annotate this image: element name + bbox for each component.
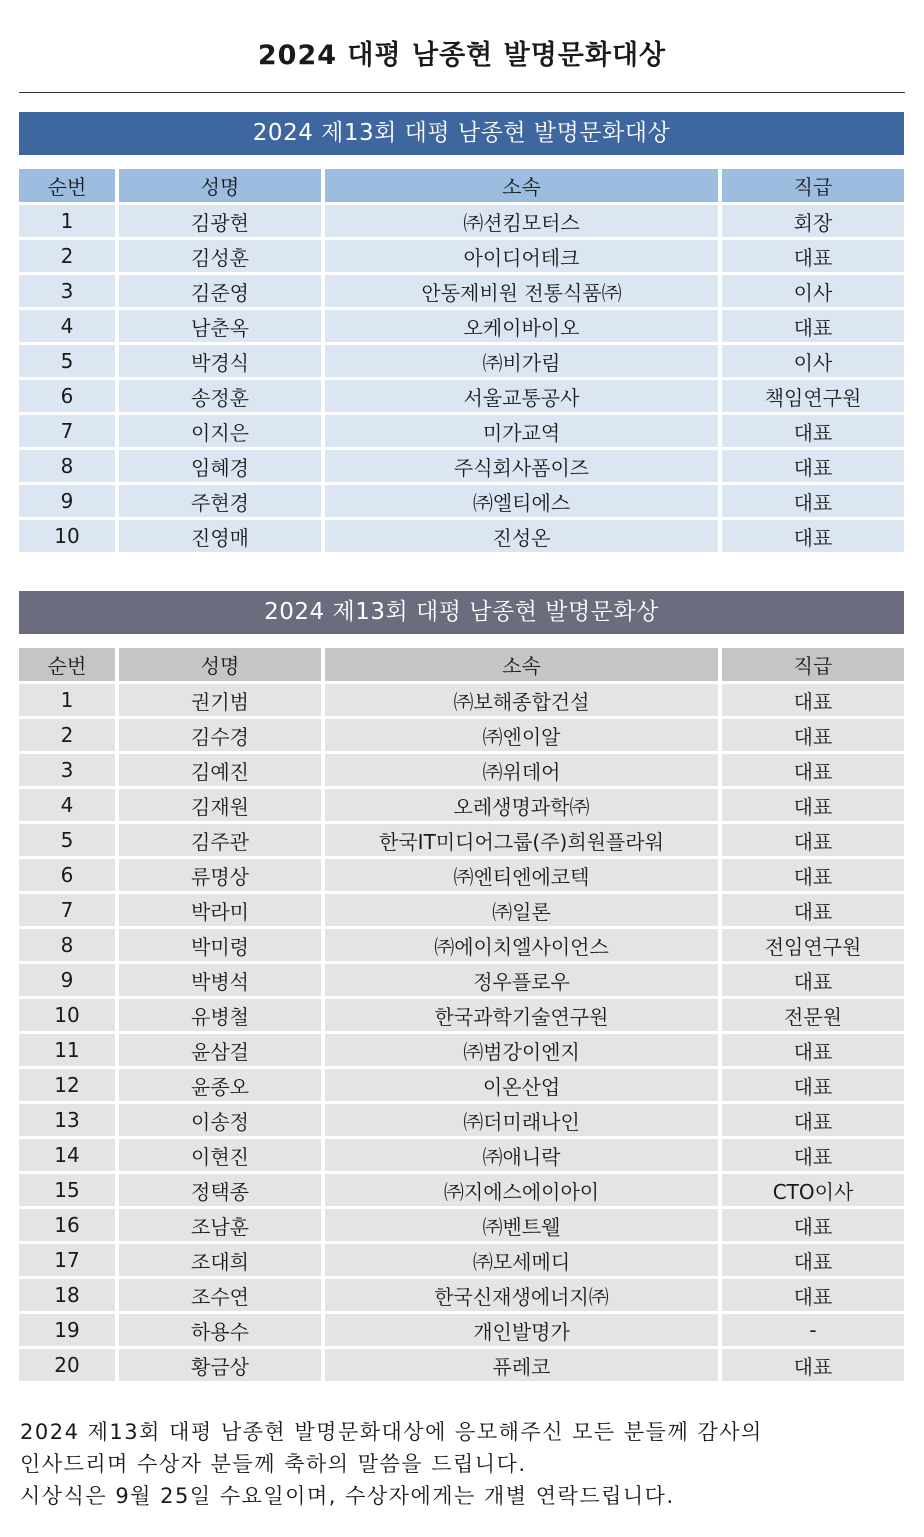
row-org: 퓨레코 — [321, 1349, 718, 1381]
row-name: 김주관 — [115, 824, 321, 856]
row-rank: 대표 — [718, 824, 904, 856]
row-no: 18 — [19, 1279, 115, 1311]
table-row — [19, 789, 904, 821]
row-no: 3 — [19, 275, 115, 307]
row-name: 조수연 — [115, 1279, 321, 1311]
row-org: 진성온 — [321, 520, 718, 552]
header-no: 순번 — [19, 648, 115, 681]
row-org: 서울교통공사 — [321, 380, 718, 412]
table-row — [19, 450, 904, 482]
row-rank: 대표 — [718, 684, 904, 716]
row-rank: 대표 — [718, 1139, 904, 1171]
row-org: ㈜모세메디 — [321, 1244, 718, 1276]
row-rank: 대표 — [718, 520, 904, 552]
row-org: 오케이바이오 — [321, 310, 718, 342]
row-rank: 대표 — [718, 1349, 904, 1381]
row-org: ㈜엘티에스 — [321, 485, 718, 517]
row-no: 3 — [19, 754, 115, 786]
row-name: 진영매 — [115, 520, 321, 552]
row-rank: 책임연구원 — [718, 380, 904, 412]
row-org: ㈜에이치엘사이언스 — [321, 929, 718, 961]
row-rank: 전문원 — [718, 999, 904, 1031]
table-row — [19, 719, 904, 751]
table-row — [19, 1314, 904, 1346]
row-no: 13 — [19, 1104, 115, 1136]
table-row — [19, 1244, 904, 1276]
row-name: 조대희 — [115, 1244, 321, 1276]
table-row — [19, 415, 904, 447]
section-grand-prize — [19, 112, 904, 555]
row-name: 정택종 — [115, 1174, 321, 1206]
row-no: 20 — [19, 1349, 115, 1381]
row-no: 15 — [19, 1174, 115, 1206]
row-org: 정우플로우 — [321, 964, 718, 996]
table-row — [19, 824, 904, 856]
row-rank: 대표 — [718, 1209, 904, 1241]
table-header-row — [19, 169, 904, 202]
table-header-row — [19, 648, 904, 681]
row-org: ㈜일론 — [321, 894, 718, 926]
table-row — [19, 1104, 904, 1136]
row-rank: 대표 — [718, 1034, 904, 1066]
row-org: ㈜더미래나인 — [321, 1104, 718, 1136]
row-name: 남춘옥 — [115, 310, 321, 342]
table-row — [19, 1174, 904, 1206]
row-rank: 대표 — [718, 450, 904, 482]
row-rank: 대표 — [718, 719, 904, 751]
footer-line: 2024 제13회 대평 남종현 발명문화대상에 응모해주신 모든 분들께 감사의 — [20, 1420, 763, 1444]
table-row — [19, 1069, 904, 1101]
row-name: 김수경 — [115, 719, 321, 751]
section-title: 2024 제13회 대평 남종현 발명문화대상 — [19, 112, 904, 155]
header-rank: 직급 — [718, 648, 904, 681]
table-body — [19, 684, 904, 1381]
table-row — [19, 929, 904, 961]
row-rank: 대표 — [718, 1069, 904, 1101]
row-rank: CTO이사 — [718, 1174, 904, 1206]
row-name: 박라미 — [115, 894, 321, 926]
row-name: 김광현 — [115, 205, 321, 237]
page-title: 2024 대평 남종현 발명문화대상 — [257, 40, 667, 71]
table-row — [19, 1139, 904, 1171]
row-no: 5 — [19, 824, 115, 856]
row-rank: 대표 — [718, 1104, 904, 1136]
table-row — [19, 520, 904, 552]
row-name: 김성훈 — [115, 240, 321, 272]
table-row — [19, 1279, 904, 1311]
row-rank: 대표 — [718, 415, 904, 447]
header-name: 성명 — [115, 169, 321, 202]
footer-line: 시상식은 9월 25일 수요일이며, 수상자에게는 개별 연락드립니다. — [20, 1484, 675, 1508]
row-no: 4 — [19, 789, 115, 821]
row-org: 아이디어테크 — [321, 240, 718, 272]
row-no: 2 — [19, 719, 115, 751]
row-name: 하용수 — [115, 1314, 321, 1346]
row-name: 유병철 — [115, 999, 321, 1031]
table-row — [19, 859, 904, 891]
row-name: 이송정 — [115, 1104, 321, 1136]
row-no: 6 — [19, 859, 115, 891]
row-org: ㈜보해종합건설 — [321, 684, 718, 716]
row-no: 9 — [19, 964, 115, 996]
row-no: 1 — [19, 684, 115, 716]
table-row — [19, 240, 904, 272]
culture-prize-table — [19, 645, 904, 1384]
row-no: 6 — [19, 380, 115, 412]
row-name: 박미령 — [115, 929, 321, 961]
row-name: 권기범 — [115, 684, 321, 716]
row-org: ㈜션킴모터스 — [321, 205, 718, 237]
table-row — [19, 894, 904, 926]
footer-line: 인사드리며 수상자 분들께 축하의 말씀을 드립니다. — [20, 1452, 527, 1476]
table-row — [19, 964, 904, 996]
row-rank: - — [718, 1314, 904, 1346]
row-org: 한국신재생에너지㈜ — [321, 1279, 718, 1311]
row-name: 이현진 — [115, 1139, 321, 1171]
table-row — [19, 380, 904, 412]
row-rank: 이사 — [718, 345, 904, 377]
grand-prize-table — [19, 166, 904, 555]
row-rank: 대표 — [718, 485, 904, 517]
row-org: 개인발명가 — [321, 1314, 718, 1346]
row-no: 19 — [19, 1314, 115, 1346]
header-org: 소속 — [321, 648, 718, 681]
row-no: 8 — [19, 929, 115, 961]
row-name: 김예진 — [115, 754, 321, 786]
row-no: 11 — [19, 1034, 115, 1066]
header-no: 순번 — [19, 169, 115, 202]
row-name: 김재원 — [115, 789, 321, 821]
row-rank: 대표 — [718, 310, 904, 342]
row-org: 한국과학기술연구원 — [321, 999, 718, 1031]
table-row — [19, 999, 904, 1031]
row-rank: 대표 — [718, 789, 904, 821]
row-org: ㈜엔티엔에코텍 — [321, 859, 718, 891]
row-org: 미가교역 — [321, 415, 718, 447]
footer-notice — [20, 1416, 900, 1512]
row-rank: 대표 — [718, 240, 904, 272]
row-no: 4 — [19, 310, 115, 342]
row-rank: 대표 — [718, 894, 904, 926]
row-name: 김준영 — [115, 275, 321, 307]
table-row — [19, 275, 904, 307]
title-divider — [19, 92, 905, 93]
row-org: 주식회사폼이즈 — [321, 450, 718, 482]
header-org: 소속 — [321, 169, 718, 202]
row-org: ㈜비가림 — [321, 345, 718, 377]
row-no: 10 — [19, 520, 115, 552]
table-body — [19, 205, 904, 552]
row-name: 윤삼걸 — [115, 1034, 321, 1066]
table-row — [19, 1349, 904, 1381]
row-no: 7 — [19, 894, 115, 926]
section-culture-prize — [19, 591, 904, 1384]
row-rank: 대표 — [718, 964, 904, 996]
row-rank: 대표 — [718, 1279, 904, 1311]
table-row — [19, 754, 904, 786]
row-no: 7 — [19, 415, 115, 447]
row-name: 임혜경 — [115, 450, 321, 482]
row-rank: 전임연구원 — [718, 929, 904, 961]
row-rank: 회장 — [718, 205, 904, 237]
row-no: 5 — [19, 345, 115, 377]
row-rank: 이사 — [718, 275, 904, 307]
row-name: 류명상 — [115, 859, 321, 891]
row-org: ㈜벤트웰 — [321, 1209, 718, 1241]
row-name: 박경식 — [115, 345, 321, 377]
row-no: 17 — [19, 1244, 115, 1276]
row-no: 14 — [19, 1139, 115, 1171]
row-no: 2 — [19, 240, 115, 272]
section-title: 2024 제13회 대평 남종현 발명문화상 — [19, 591, 904, 634]
table-row — [19, 1034, 904, 1066]
table-row — [19, 485, 904, 517]
header-rank: 직급 — [718, 169, 904, 202]
table-row — [19, 684, 904, 716]
row-org: 안동제비원 전통식품㈜ — [321, 275, 718, 307]
row-no: 10 — [19, 999, 115, 1031]
row-no: 1 — [19, 205, 115, 237]
row-org: 이온산업 — [321, 1069, 718, 1101]
header-name: 성명 — [115, 648, 321, 681]
row-org: ㈜범강이엔지 — [321, 1034, 718, 1066]
row-rank: 대표 — [718, 859, 904, 891]
row-org: ㈜위데어 — [321, 754, 718, 786]
row-name: 윤종오 — [115, 1069, 321, 1101]
row-no: 9 — [19, 485, 115, 517]
table-row — [19, 310, 904, 342]
row-rank: 대표 — [718, 1244, 904, 1276]
row-no: 16 — [19, 1209, 115, 1241]
row-name: 황금상 — [115, 1349, 321, 1381]
table-row — [19, 1209, 904, 1241]
row-rank: 대표 — [718, 754, 904, 786]
row-name: 이지은 — [115, 415, 321, 447]
row-name: 박병석 — [115, 964, 321, 996]
row-name: 송정훈 — [115, 380, 321, 412]
row-name: 주현경 — [115, 485, 321, 517]
row-org: ㈜애니락 — [321, 1139, 718, 1171]
row-org: 오레생명과학㈜ — [321, 789, 718, 821]
row-no: 8 — [19, 450, 115, 482]
row-org: 한국IT미디어그룹(주)희원플라워 — [321, 824, 718, 856]
row-org: ㈜엔이알 — [321, 719, 718, 751]
table-row — [19, 205, 904, 237]
table-row — [19, 345, 904, 377]
row-name: 조남훈 — [115, 1209, 321, 1241]
row-no: 12 — [19, 1069, 115, 1101]
row-org: ㈜지에스에이아이 — [321, 1174, 718, 1206]
